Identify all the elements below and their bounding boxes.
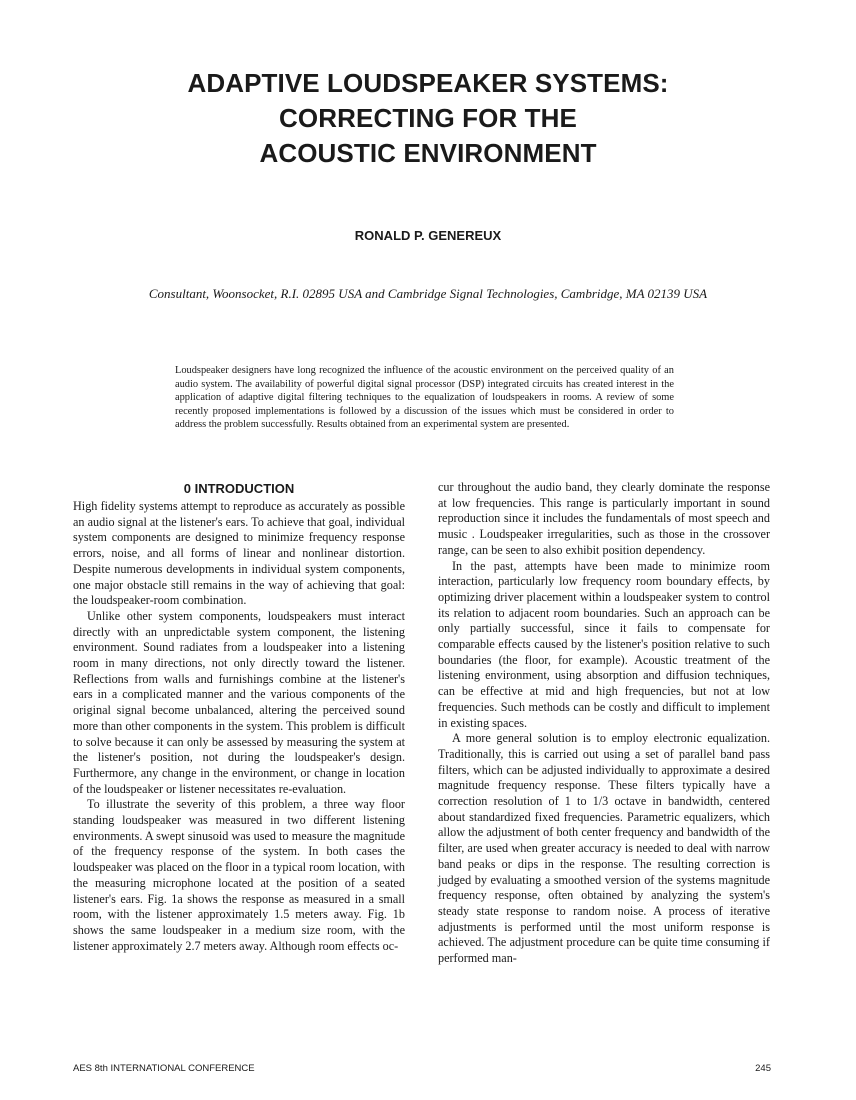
abstract: Loudspeaker designers have long recognized the influence of the acoustic environment on the perceived quality of an audio system. The availability of powerful digital signal processor (DSP) integrated circuits has created interest in the application of adaptive digital filtering techniques to the equalization of loudspeakers in rooms. A review of some recently proposed implementations is followed by a discussion of the issues which must be considered in order to address the problem successfully. Results obtained from an experimental system are presented. [175, 365, 674, 431]
paper-title [0, 66, 856, 171]
body-paragraph: cur throughout the audio band, they clearly dominate the response at low frequencies. This range is particularly important in sound reproduction since it includes the fundamentals of most speech and music . Loudspeaker irregularities, such as those in the crossover range, can be seen to also exhibit position dependency. [438, 480, 770, 557]
title-line-2: CORRECTING FOR THE [279, 103, 577, 133]
author-affiliation: Consultant, Woonsocket, R.I. 02895 USA and Cambridge Signal Technologies, Cambridge, MA 02139 USA [148, 286, 708, 301]
body-paragraph: High fidelity systems attempt to reproduce as accurately as possible an audio signal at the listener's ears. To achieve that goal, individual system components are designed to minimize frequency response errors, noise, and all forms of linear and nonlinear distortion. Despite numerous developments in individual system components, one major obstacle still remains in the way of achieving that goal: the loudspeaker-room combination. [73, 499, 405, 608]
footer-conference: AES 8th INTERNATIONAL CONFERENCE [73, 1063, 255, 1074]
right-column [438, 480, 770, 967]
footer-page-number: 245 [755, 1063, 771, 1074]
body-paragraph: A more general solution is to employ electronic equalization. Traditionally, this is carried out using a set of parallel band pass filters, which can be adjusted individually to approximate a desired magnitude frequency response. These filters typically have a correction resolution of 1 to 1/3 octave in bandwidth, centered about standardized fixed frequencies. Parametric equalizers, which allow the adjustment of both center frequency and bandwidth of the filter, are used when greater accuracy is needed to deal with narrow band peaks or dips in the response. The resulting correction is judged by evaluating a smoothed version of the systems magnitude frequency response, often obtained by analyzing the system's steady state response to random noise. A process of iterative adjustments is performed until the most uniform response is achieved. The adjustment procedure can be quite time consuming if performed man- [438, 731, 770, 966]
body-paragraph: To illustrate the severity of this problem, a three way floor standing loudspeaker was measured in two different listening environments. A swept sinusoid was used to measure the magnitude of the frequency response of the system. In both cases the loudspeaker was placed on the floor in a typical room location, with the measuring microphone located at the position of a seated listener's ears. Fig. 1a shows the response as measured in a small room, with the listener approximately 1.5 meters away. Fig. 1b shows the same loudspeaker in a medium size room, with the listener approximately 2.7 meters away. Although room effects oc- [73, 797, 405, 953]
section-heading: 0 INTRODUCTION [183, 481, 295, 496]
left-column [73, 480, 405, 954]
body-paragraph: Unlike other system components, loudspeakers must interact directly with an unpredictable system component, the listening environment. Sound radiates from a loudspeaker into a listening room in many directions, not only directly toward the listener. Reflections from walls and furnishings combine at the listener's ears in a complicated manner and the various components of the original signal become unbalanced, altering the perceived sound more than other components in the system. This problem is difficult to solve because it can only be assessed by measuring the system at the listener's position, not during the loudspeaker's design. Furthermore, any change in the environment, or change in location of the loudspeaker or listener necessitates re-evaluation. [73, 608, 405, 796]
body-paragraph: In the past, attempts have been made to minimize room interaction, particularly low frequency room boundary effects, by optimizing driver placement within a loudspeaker system to control its relation to adjacent room boundaries. Such an approach can be only partially successful, since it fails to compensate for comparable effects caused by the listener's position relative to such boundaries (the floor, for example). Acoustic treatment of the listening environment, using absorption and diffusion techniques, can be effective at mid and high frequencies, but not at low frequencies. Such methods can be costly and difficult to implement in existing spaces. [438, 558, 770, 730]
author-name: RONALD P. GENEREUX [354, 228, 502, 243]
title-line-1: ADAPTIVE LOUDSPEAKER SYSTEMS: [187, 68, 669, 98]
title-line-3: ACOUSTIC ENVIRONMENT [259, 138, 597, 168]
